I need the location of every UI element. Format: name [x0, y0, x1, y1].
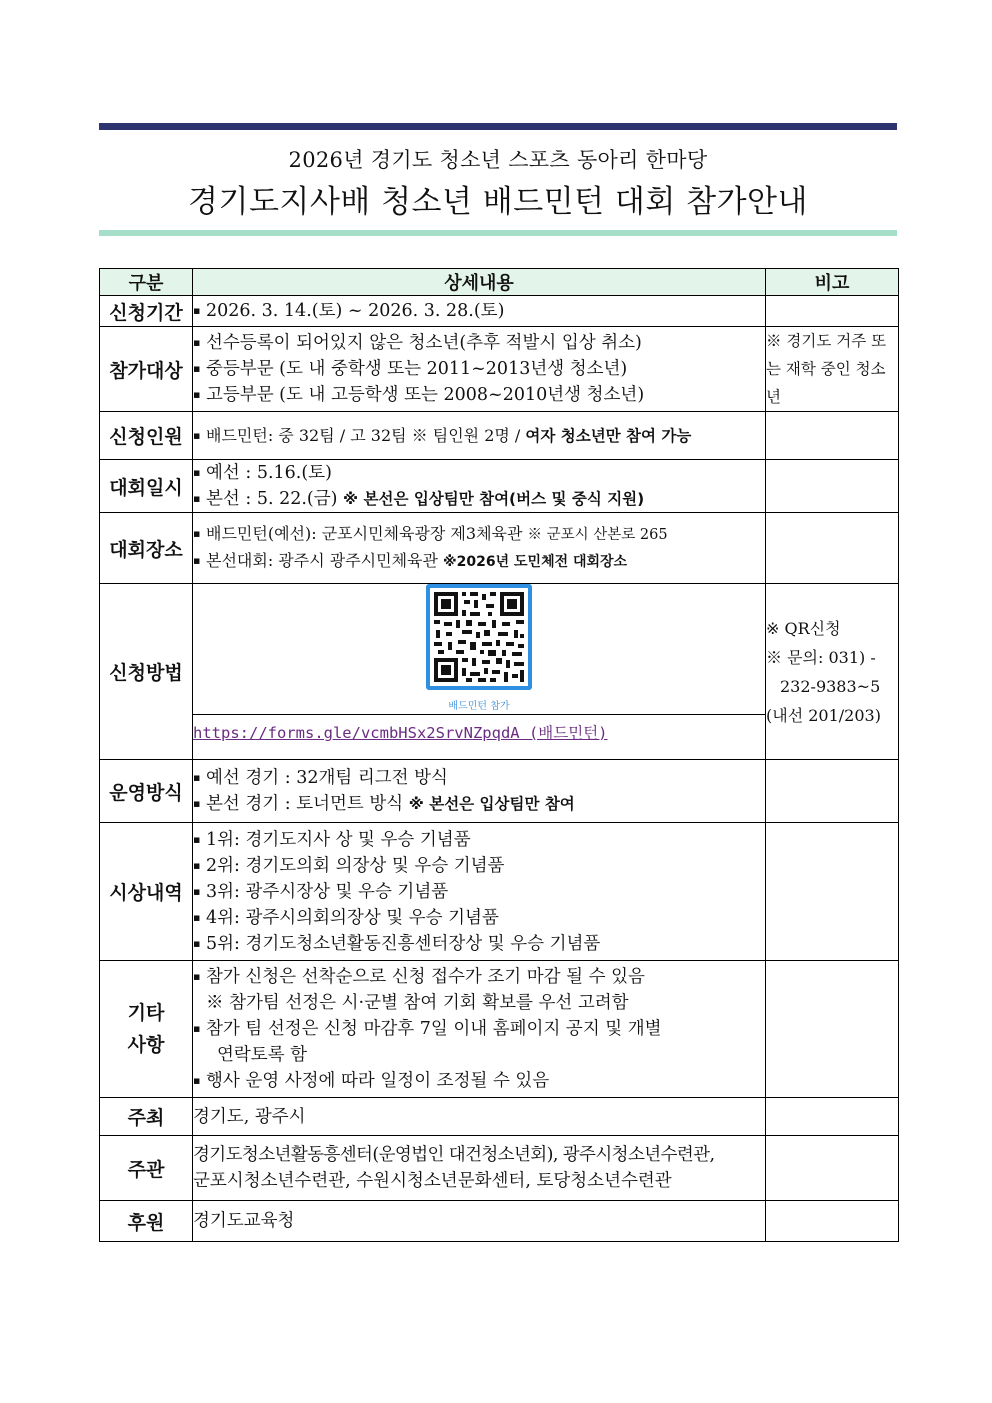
row-host — [100, 1098, 899, 1136]
organizer-line-1: 경기도청소년활동흥센터(운영법인 대건청소년회), 광주시청소년수련관, — [193, 1145, 715, 1165]
award-2: ▪ 2위: 경기도의회 의장상 및 우승 기념품 — [193, 853, 765, 879]
venue-line-1-address: ※ 군포시 산본로 265 — [527, 527, 668, 543]
host-text: 경기도, 광주시 — [193, 1098, 766, 1136]
etc-line-3: ▪ 행사 운영 사정에 따라 일정이 조정될 수 있음 — [193, 1068, 765, 1094]
qr-code-icon — [426, 584, 532, 690]
format-line-2: 본선 경기 : 토너먼트 방식 — [206, 794, 409, 814]
qr-code[interactable] — [426, 584, 532, 712]
award-3: ▪ 3위: 광주시장상 및 우승 기념품 — [193, 879, 765, 905]
capacity-text: 배드민턴: 중 32팀 / 고 32팀 ※ 팀인원 2명 / — [206, 425, 526, 445]
note-apply-line-4: (내선 201/203) — [766, 705, 881, 725]
venue-line-1: 배드민턴(예선): 군포시민체육광장 제3체육관 — [206, 524, 528, 543]
note-apply-line-2: ※ 문의: 031) - — [766, 647, 876, 667]
page-title: 경기도지사배 청소년 배드민턴 대회 참가안내 — [188, 184, 808, 220]
award-5: ▪ 5위: 경기도청소년활동진흥센터장상 및 우승 기념품 — [193, 931, 765, 957]
row-sponsor — [100, 1201, 899, 1242]
note-host — [766, 1098, 899, 1136]
label-awards: 시상내역 — [100, 823, 193, 961]
label-etc-2: 사항 — [127, 1034, 165, 1056]
eligibility-line-1: ▪ 선수등록이 되어있지 않은 청소년(추후 적발시 입상 취소) — [193, 330, 765, 356]
note-schedule — [766, 460, 899, 513]
info-table — [99, 268, 899, 1242]
note-etc — [766, 961, 899, 1098]
note-apply-line-3: 232-9383~5 — [780, 676, 881, 696]
row-eligibility — [100, 327, 899, 412]
note-awards — [766, 823, 899, 961]
award-4: ▪ 4위: 광주시의회의장상 및 우승 기념품 — [193, 905, 765, 931]
header-category: 구분 — [100, 269, 193, 296]
note-apply-line-1: ※ QR신청 — [766, 618, 841, 638]
row-capacity — [100, 412, 899, 460]
eligibility-line-2: ▪ 중등부문 (도 내 중학생 또는 2011~2013년생 청소년) — [193, 356, 765, 382]
etc-line-2-cont: 연락토록 함 — [217, 1045, 308, 1065]
format-line-1: ▪ 예선 경기 : 32개팀 리그전 방식 — [193, 765, 765, 791]
award-1: ▪ 1위: 경기도지사 상 및 우승 기념품 — [193, 827, 765, 853]
label-schedule: 대회일시 — [100, 460, 193, 513]
row-organizer — [100, 1136, 899, 1201]
header-details: 상세내용 — [193, 269, 766, 296]
etc-line-1: ▪ 참가 신청은 선착순으로 신청 접수가 조기 마감 될 수 있음 — [193, 964, 765, 990]
period-text: ▪ 2026. 3. 14.(토) ~ 2026. 3. 28.(토) — [193, 298, 765, 324]
label-venue: 대회장소 — [100, 513, 193, 584]
sponsor-text: 경기도교육청 — [193, 1201, 766, 1242]
label-host: 주최 — [100, 1098, 193, 1136]
schedule-line-2-bold: ※ 본선은 입상팀만 참여(버스 및 중식 지원) — [343, 490, 645, 508]
eligibility-line-3: ▪ 고등부문 (도 내 고등학생 또는 2008~2010년생 청소년) — [193, 382, 765, 408]
row-venue — [100, 513, 899, 584]
note-organizer — [766, 1136, 899, 1201]
row-apply — [100, 584, 899, 715]
row-period — [100, 296, 899, 327]
event-subtitle: 2026년 경기도 청소년 스포츠 동아리 한마당 — [288, 148, 708, 172]
label-sponsor: 후원 — [100, 1201, 193, 1242]
row-awards — [100, 823, 899, 961]
etc-line-2: ▪ 참가 팀 선정은 신청 마감후 7일 이내 홈페이지 공지 및 개별 — [193, 1016, 765, 1042]
top-divider-bar — [99, 123, 897, 130]
schedule-line-1: ▪ 예선 : 5.16.(토) — [193, 460, 765, 486]
schedule-line-2: 본선 : 5. 22.(금) — [206, 489, 344, 509]
row-schedule — [100, 460, 899, 513]
table-header-row — [100, 269, 899, 296]
header-remarks: 비고 — [766, 269, 899, 296]
label-format: 운영방식 — [100, 760, 193, 823]
qr-caption: 배드민턴 참가 — [448, 701, 510, 712]
label-organizer: 주관 — [100, 1136, 193, 1201]
format-line-2-bold: ※ 본선은 입상팀만 참여 — [408, 795, 575, 813]
title-divider-bar — [99, 230, 897, 236]
organizer-line-2: 군포시청소년수련관, 수원시청소년문화센터, 토당청소년수련관 — [193, 1171, 672, 1191]
row-etc — [100, 961, 899, 1098]
label-capacity: 신청인원 — [100, 412, 193, 460]
label-eligibility: 참가대상 — [100, 327, 193, 412]
application-form-link[interactable]: https://forms.gle/vcmbHSx2SrvNZpqdA (배드민턴) — [193, 724, 608, 742]
note-format — [766, 760, 899, 823]
row-format — [100, 760, 899, 823]
label-period: 신청기간 — [100, 296, 193, 327]
note-venue — [766, 513, 899, 584]
etc-line-1-sub: ※ 참가팀 선정은 시·군별 참여 기회 확보를 우선 고려함 — [206, 993, 629, 1013]
note-sponsor — [766, 1201, 899, 1242]
note-capacity — [766, 412, 899, 460]
venue-line-2: 본선대회: 광주시 광주시민체육관 — [206, 551, 444, 570]
capacity-bold: 여자 청소년만 참여 가능 — [525, 426, 692, 445]
label-apply: 신청방법 — [100, 584, 193, 760]
label-etc-1: 기타 — [127, 1002, 165, 1024]
note-eligibility: ※ 경기도 거주 또는 재학 중인 청소년 — [766, 327, 899, 412]
note-period — [766, 296, 899, 327]
venue-line-2-bold: ※2026년 도민체전 대회장소 — [443, 554, 628, 570]
note-apply — [766, 584, 899, 760]
